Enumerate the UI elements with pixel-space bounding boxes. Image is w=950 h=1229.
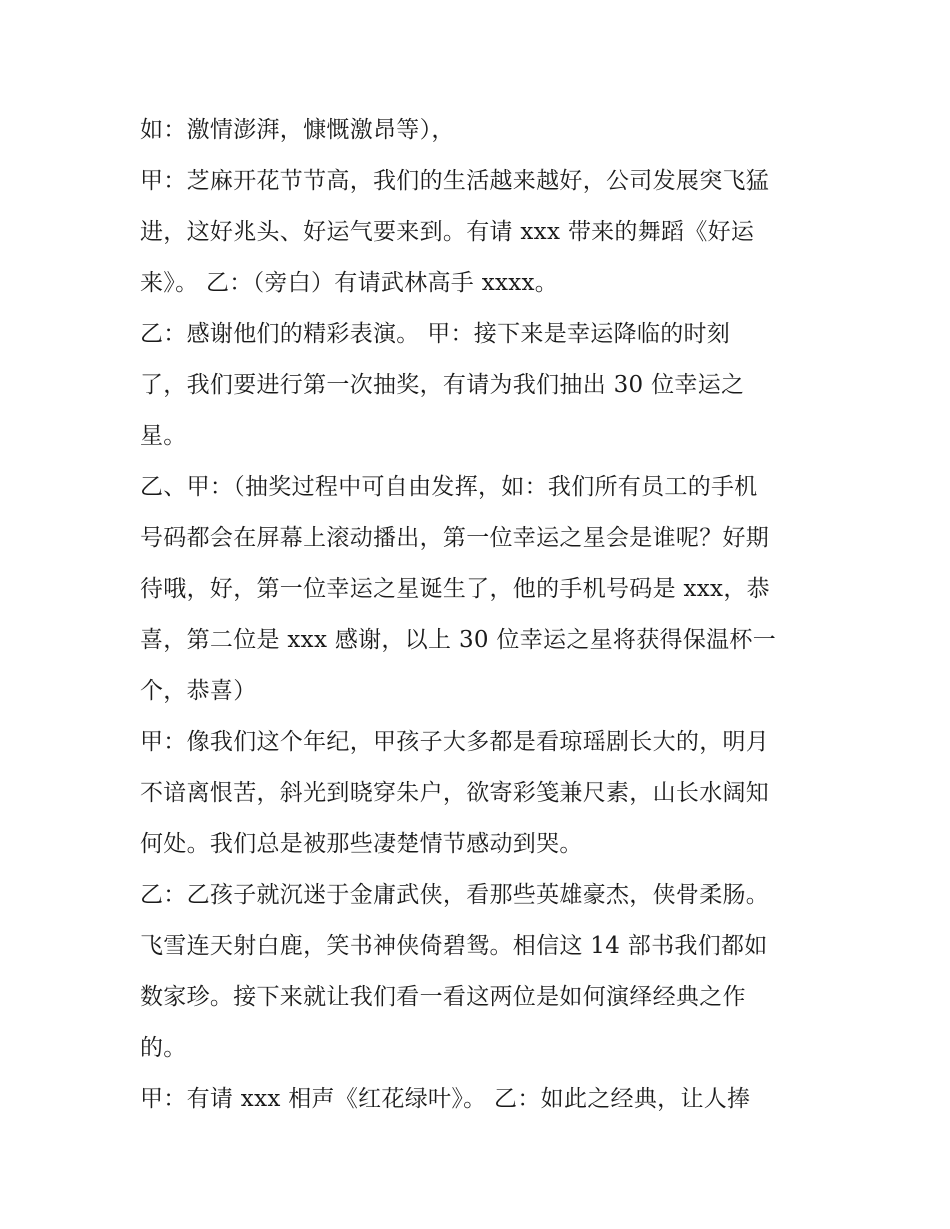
text-line: 号码都会在屏幕上滚动播出，第一位幸运之星会是谁呢？好期 (140, 525, 770, 551)
text-line: 喜，第二位是 xxx 感谢，以上 30 位幸运之星将获得保温杯一 (140, 627, 777, 653)
text-line: 了，我们要进行第一次抽奖，有请为我们抽出 30 位幸运之 (140, 372, 745, 398)
text-line: 何处。我们总是被那些凄楚情节感动到哭。 (140, 831, 583, 857)
text-line: 甲：有请 xxx 相声《红花绿叶》。 乙：如此之经典，让人捧 (140, 1086, 751, 1112)
text-line: 乙、甲：（抽奖过程中可自由发挥，如：我们所有员工的手机 (140, 474, 758, 500)
text-line: 星。 (140, 423, 187, 449)
text-line: 待哦，好，第一位幸运之星诞生了，他的手机号码是 xxx，恭 (140, 576, 770, 602)
text-line: 飞雪连天射白鹿，笑书神侠倚碧鸳。相信这 14 部书我们都如 (140, 933, 768, 959)
text-line: 个，恭喜） (140, 678, 257, 704)
text-line: 的。 (140, 1035, 187, 1061)
text-line: 乙：感谢他们的精彩表演。 甲：接下来是幸运降临的时刻 (140, 321, 731, 347)
text-line: 进，这好兆头、好运气要来到。有请 xxx 带来的舞蹈《好运 (140, 219, 755, 245)
text-line: 乙：乙孩子就沉迷于金庸武侠，看那些英雄豪杰，侠骨柔肠。 (140, 882, 770, 908)
text-line: 数家珍。接下来就让我们看一看这两位是如何演绎经典之作 (140, 984, 746, 1010)
text-line: 如：激情澎湃，慷慨激昂等）， (140, 117, 455, 143)
text-line: 不谙离恨苦，斜光到晓穿朱户，欲寄彩笺兼尺素，山长水阔知 (140, 780, 770, 806)
text-line: 甲：像我们这个年纪，甲孩子大多都是看琼瑶剧长大的，明月 (140, 729, 770, 755)
text-line: 来》。 乙：（旁白）有请武林高手 xxxx。 (140, 270, 559, 296)
text-line: 甲：芝麻开花节节高，我们的生活越来越好，公司发展突飞猛 (140, 168, 770, 194)
